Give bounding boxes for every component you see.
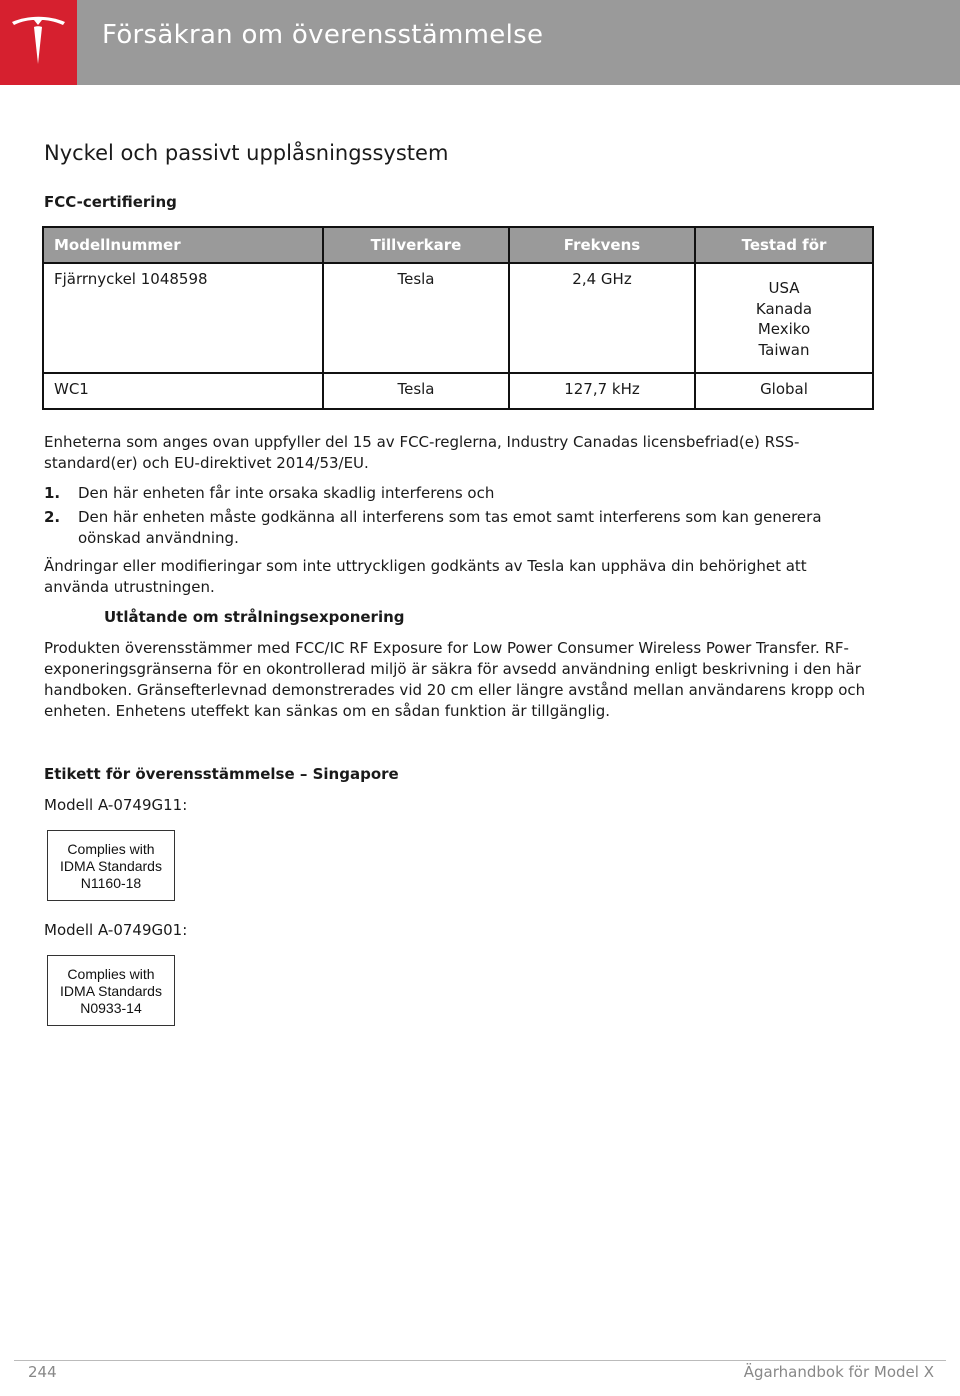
list-number: 2. bbox=[44, 508, 61, 526]
modification-paragraph: Ändringar eller modifieringar som inte uttryckligen godkänts av Tesla kan upphäva din behörighet att använda utrustningen. bbox=[44, 557, 807, 596]
badge-line: N1160-18 bbox=[80, 875, 142, 891]
column-header-tested: Testad för bbox=[695, 227, 873, 263]
page-number: 244 bbox=[28, 1363, 57, 1381]
badge-line: Complies with bbox=[67, 841, 155, 857]
badge-line: IDMA Standards bbox=[60, 858, 162, 874]
column-header-maker: Tillverkare bbox=[323, 227, 509, 263]
cell-tested: Global bbox=[695, 373, 873, 409]
cell-model: WC1 bbox=[43, 373, 323, 409]
fcc-table bbox=[42, 226, 874, 410]
compliance-paragraph: Enheterna som anges ovan uppfyller del 15 av FCC-reglerna, Industry Canadas licensbefriad(e) RSS-standard(er) och EU-direktivet 2014/53/EU. bbox=[44, 433, 800, 472]
badge-line: Complies with bbox=[67, 966, 155, 982]
radiation-heading: Utlåtande om strålningsexponering bbox=[104, 608, 405, 626]
logo-box bbox=[0, 0, 77, 85]
fcc-heading: FCC-certifiering bbox=[44, 193, 177, 211]
tesla-logo-icon bbox=[10, 12, 67, 72]
table-header-row bbox=[43, 227, 873, 263]
idma-label-1 bbox=[47, 830, 175, 901]
cell-frequency: 2,4 GHz bbox=[509, 263, 695, 373]
list-number: 1. bbox=[44, 484, 61, 502]
model-label-2: Modell A-0749G01: bbox=[44, 921, 188, 939]
badge-line: IDMA Standards bbox=[60, 983, 162, 999]
model-label-1: Modell A-0749G11: bbox=[44, 796, 188, 814]
country: USA bbox=[768, 279, 800, 297]
radiation-paragraph: Produkten överensstämmer med FCC/IC RF Exposure for Low Power Consumer Wireless Power Transfer. RF-exponeringsgränserna för en okontrollerad miljö är säkra för avsedd användning enligt beskrivning i den här handboken. Gränsefterlevnad demonstrerades vid 20 cm eller längre avstånd mellan användarens kropp och enheten. Enhetens uteffekt kan sänkas om en sådan funktion är tillgänglig. bbox=[44, 639, 866, 720]
list-text: Den här enheten måste godkänna all interferens som tas emot samt interferens som kan generera oönskad användning. bbox=[78, 508, 822, 547]
header-title: Försäkran om överensstämmelse bbox=[102, 20, 544, 50]
singapore-heading: Etikett för överensstämmelse – Singapore bbox=[44, 765, 399, 783]
cell-tested bbox=[695, 263, 873, 373]
table-row bbox=[43, 263, 873, 373]
cell-frequency: 127,7 kHz bbox=[509, 373, 695, 409]
column-header-model: Modellnummer bbox=[43, 227, 323, 263]
cell-model: Fjärrnyckel 1048598 bbox=[43, 263, 323, 373]
country: Mexiko bbox=[757, 320, 811, 338]
cell-maker: Tesla bbox=[323, 373, 509, 409]
column-header-frequency: Frekvens bbox=[509, 227, 695, 263]
list-text: Den här enheten får inte orsaka skadlig interferens och bbox=[78, 484, 495, 502]
footer-divider bbox=[14, 1360, 946, 1361]
badge-line: N0933-14 bbox=[80, 1000, 142, 1016]
idma-label-2 bbox=[47, 955, 175, 1026]
table-row bbox=[43, 373, 873, 409]
section-title: Nyckel och passivt upplåsningssystem bbox=[44, 141, 449, 165]
page-header bbox=[0, 0, 960, 85]
manual-title: Ägarhandbok för Model X bbox=[743, 1363, 934, 1381]
country: Taiwan bbox=[758, 340, 810, 359]
cell-maker: Tesla bbox=[323, 263, 509, 373]
country: Kanada bbox=[755, 299, 813, 318]
